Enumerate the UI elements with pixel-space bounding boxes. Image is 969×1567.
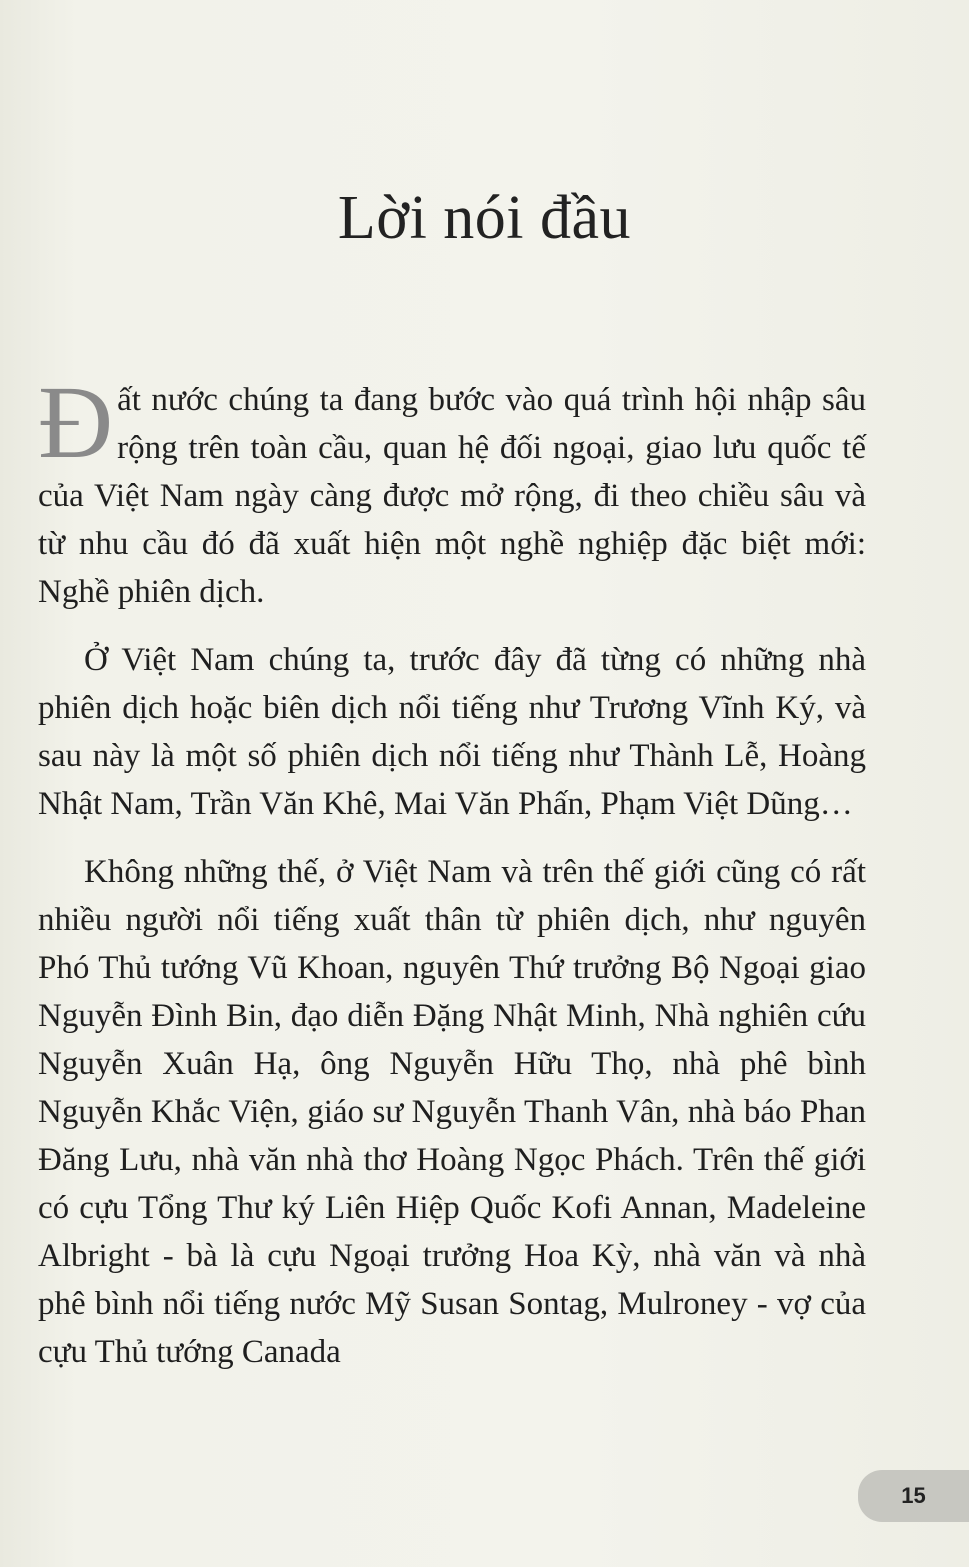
paragraph-1-text: ất nước chúng ta đang bước vào quá trình hội nhập sâu rộng trên toàn cầu, quan hệ đối ngoại, giao lưu quốc tế của Việt Nam ngày càng được mở rộng, đi theo chiều sâu và từ nhu cầu đó đã xuất hiện một nghề nghiệp đặc biệt mới: Nghề phiên dịch. bbox=[38, 382, 866, 610]
paragraph-2: Ở Việt Nam chúng ta, trước đây đã từng có những nhà phiên dịch hoặc biên dịch nổi tiếng như Trương Vĩnh Ký, và sau này là một số phiên dịch nổi tiếng như Thành Lễ, Hoàng Nhật Nam, Trần Văn Khê, Mai Văn Phấn, Phạm Việt Dũng… bbox=[38, 642, 866, 822]
paragraph-3: Không những thế, ở Việt Nam và trên thế giới cũng có rất nhiều người nổi tiếng xuất thân từ phiên dịch, như nguyên Phó Thủ tướng Vũ Khoan, nguyên Thứ trưởng Bộ Ngoại giao Nguyễn Đình Bin, đạo diễn Đặng Nhật Minh, Nhà nghiên cứu Nguyễn Xuân Hạ, ông Nguyễn Hữu Thọ, nhà phê bình Nguyễn Khắc Viện, giáo sư Nguyễn Thanh Vân, nhà báo Phan Đăng Lưu, nhà văn nhà thơ Hoàng Ngọc Phách. Trên thế giới có cựu Tổng Thư ký Liên Hiệp Quốc Kofi Annan, Madeleine Albright - bà là cựu Ngoại trưởng Hoa Kỳ, nhà văn và nhà phê bình nổi tiếng nước Mỹ Susan Sontag, Mulroney - vợ của cựu Thủ tướng Canada bbox=[38, 854, 866, 1370]
page-number-tab bbox=[858, 1470, 969, 1522]
page-number: 15 bbox=[901, 1483, 926, 1508]
drop-cap: Đ bbox=[38, 365, 114, 480]
body-text bbox=[38, 365, 866, 1376]
paragraph-1 bbox=[38, 365, 866, 616]
chapter-title: Lời nói đầu bbox=[337, 184, 632, 252]
